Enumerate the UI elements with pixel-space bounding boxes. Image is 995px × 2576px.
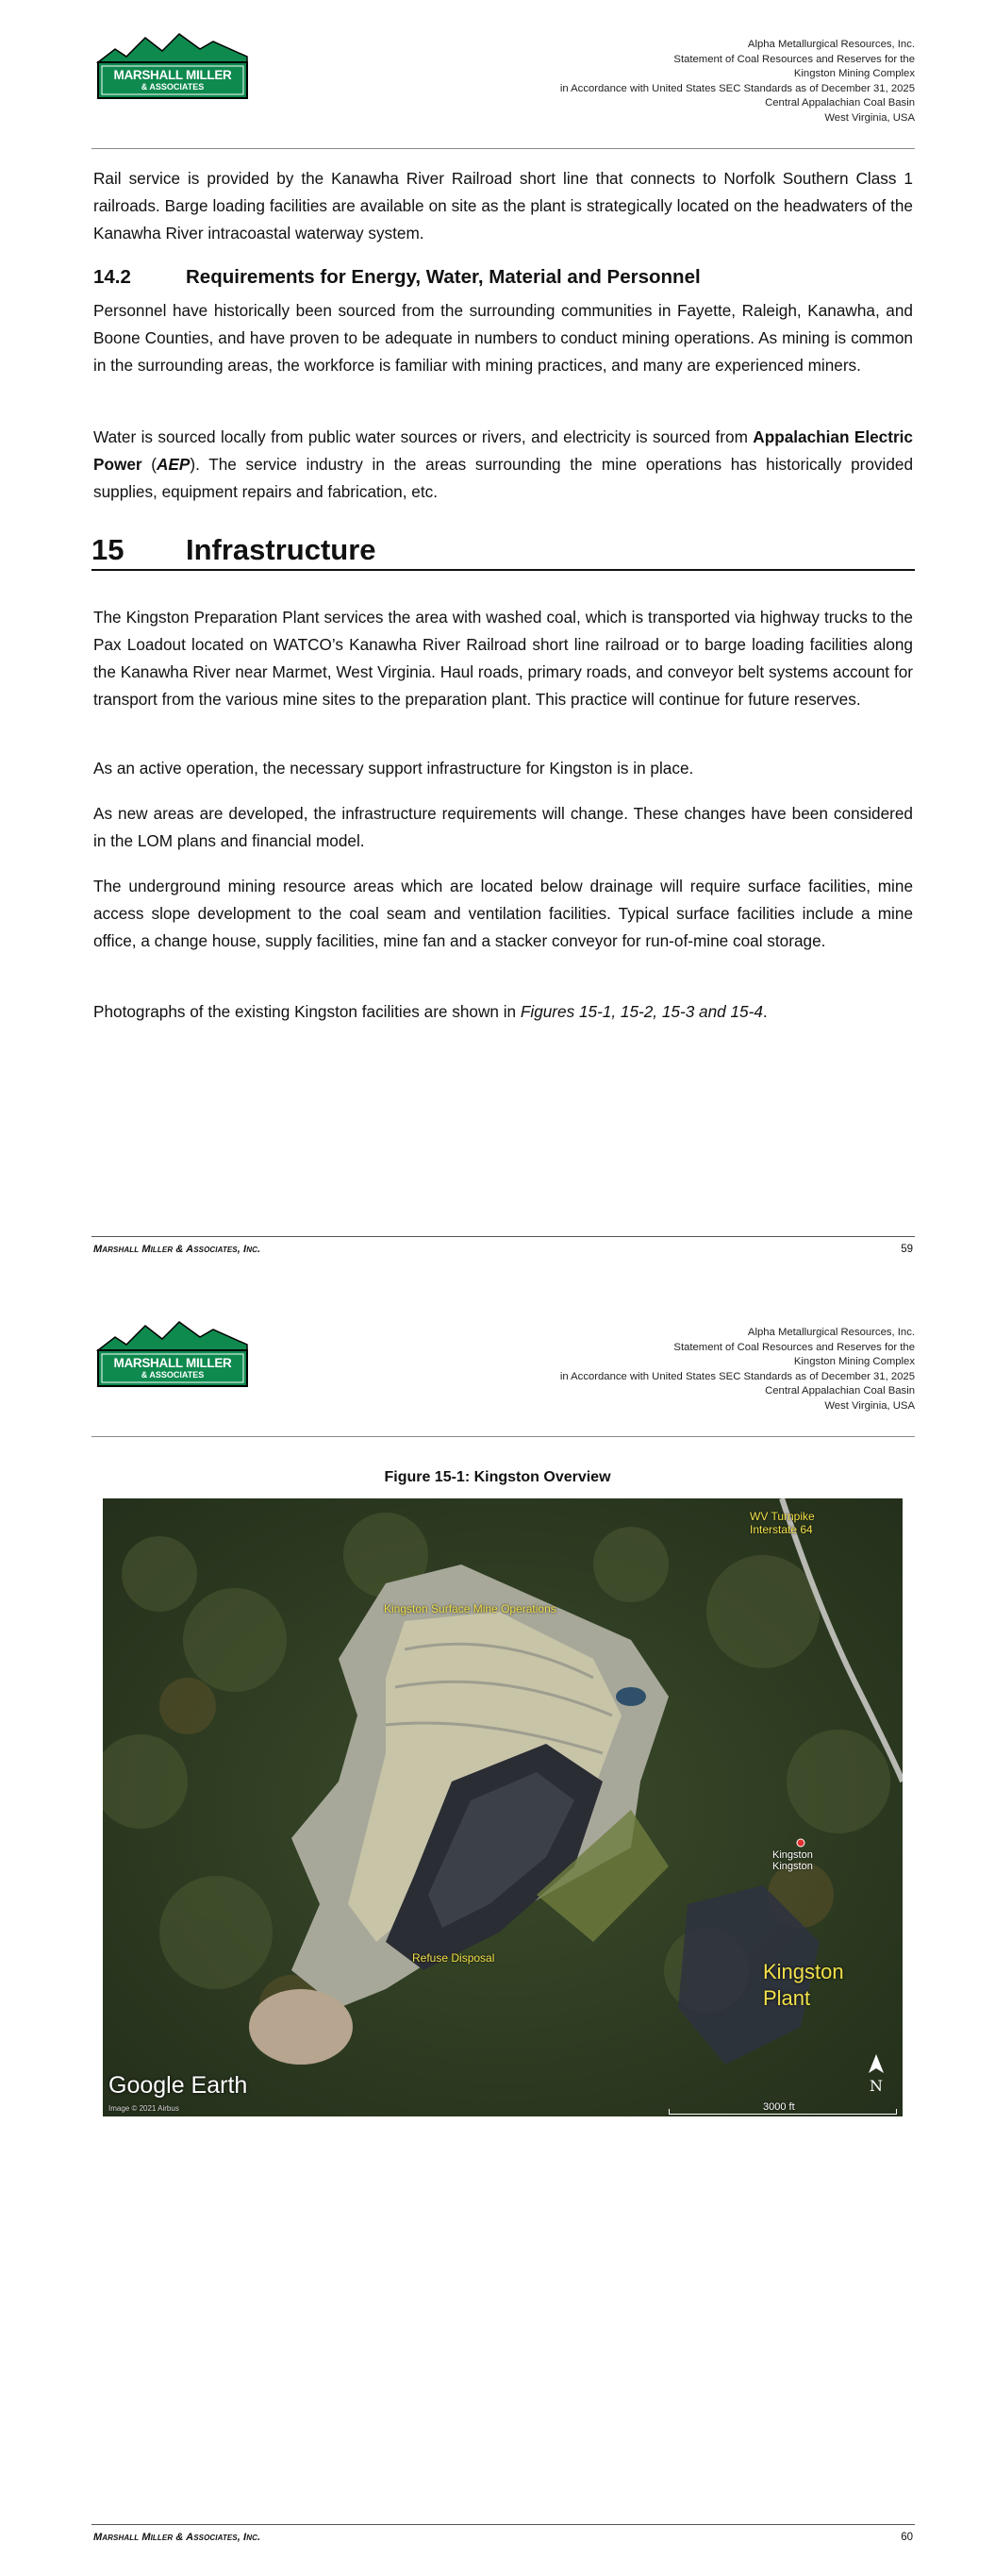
text-run: ( bbox=[141, 455, 158, 474]
water-power-paragraph bbox=[93, 424, 913, 506]
surface-mine-label: Kingston Surface Mine Operations bbox=[384, 1602, 556, 1615]
kingston-plant-label bbox=[763, 1959, 844, 2012]
header-line: Alpha Metallurgical Resources, Inc. bbox=[747, 1327, 915, 1338]
bold-term: Appalachian Electric Power bbox=[93, 427, 913, 474]
header-line: Alpha Metallurgical Resources, Inc. bbox=[747, 39, 915, 50]
logo-text: MARSHALL MILLER bbox=[113, 68, 232, 82]
logo-subtext: & ASSOCIATES bbox=[141, 82, 205, 92]
section-number: 14.2 bbox=[93, 266, 131, 288]
refuse-disposal-label: Refuse Disposal bbox=[412, 1951, 495, 1965]
header-line: Kingston Mining Complex bbox=[793, 1356, 915, 1367]
north-arrow-icon bbox=[867, 2054, 886, 2096]
text-run: ). The service industry in the areas surrounding the mine operations has historically provided supplies, equipment repairs and fabrication, etc. bbox=[93, 455, 914, 501]
label-line: Kingston bbox=[772, 1849, 813, 1861]
label-line: Interstate 64 bbox=[750, 1523, 813, 1536]
bold-italic-term: AEP bbox=[157, 455, 191, 474]
infrastructure-paragraph-1: The Kingston Preparation Plant services the area with washed coal, which is transported via highway trucks to the Pax Loadout located on WATCO’s Kanawha River Railroad short line railroad or to barge loading facilities along the Kanawha River near Marmet, West Virginia. Haul roads, primary roads, and conveyor belt systems account for transport from the various mine sites to the preparation plant. This practice will continue for future reserves. bbox=[93, 608, 913, 709]
header-line: in Accordance with United States SEC Standards as of December 31, 2025 bbox=[559, 82, 915, 94]
section-15-heading bbox=[91, 533, 915, 571]
header-line: Central Appalachian Coal Basin bbox=[765, 97, 915, 109]
header-line: Central Appalachian Coal Basin bbox=[765, 1385, 915, 1397]
label-line: WV Turnpike bbox=[750, 1510, 815, 1523]
company-logo bbox=[96, 28, 249, 100]
infrastructure-paragraph-2: As an active operation, the necessary support infrastructure for Kingston is in place. bbox=[93, 759, 694, 778]
text-run: Photographs of the existing Kingston facilities are shown in bbox=[93, 1002, 521, 1021]
section-title: Requirements for Energy, Water, Material and Personnel bbox=[186, 266, 701, 288]
label-line: Kingston bbox=[763, 1960, 844, 1983]
section-title: Infrastructure bbox=[186, 533, 376, 566]
company-logo bbox=[96, 1316, 249, 1388]
figure-caption: Figure 15-1: Kingston Overview bbox=[384, 1469, 611, 1485]
header-line: Statement of Coal Resources and Reserves for the bbox=[673, 53, 915, 65]
header-divider bbox=[91, 148, 915, 149]
aerial-image-graphic bbox=[103, 1498, 903, 2116]
figures-reference-paragraph bbox=[93, 998, 913, 1026]
header-line: West Virginia, USA bbox=[824, 111, 915, 124]
north-letter: N bbox=[870, 2077, 883, 2095]
infrastructure-paragraph-3: As new areas are developed, the infrastructure requirements will change. These changes have been considered in the LOM plans and financial model. bbox=[93, 804, 913, 850]
figure-reference: Figures 15-1, 15-2, 15-3 and 15-4 bbox=[520, 1002, 763, 1021]
footer-divider bbox=[91, 1236, 915, 1237]
page-number: 59 bbox=[901, 1244, 913, 1255]
page-number: 60 bbox=[901, 2532, 913, 2543]
google-earth-logo: Google Earth bbox=[108, 2072, 248, 2099]
section-number: 15 bbox=[91, 533, 124, 566]
text-run: . bbox=[762, 1002, 768, 1021]
document-header bbox=[560, 1326, 915, 1413]
image-credit: Image © 2021 Airbus bbox=[108, 2104, 179, 2113]
text-run: Water is sourced locally from public water sources or rivers, and electricity is sourced from bbox=[93, 427, 754, 446]
personnel-paragraph: Personnel have historically been sourced from the surrounding communities in Fayette, Raleigh, Kanawha, and Boone Counties, and have proven to be adequate in numbers to conduct mining operations. As mining is common in the surrounding areas, the workforce is familiar with mining practices, and many are experienced miners. bbox=[93, 301, 913, 375]
kingston-pin-label bbox=[772, 1849, 813, 1872]
footer-company: Marshall Miller & Associates, Inc. bbox=[93, 1244, 261, 1255]
logo-text: MARSHALL MILLER bbox=[113, 1356, 232, 1370]
header-line: Kingston Mining Complex bbox=[793, 68, 915, 79]
footer-company: Marshall Miller & Associates, Inc. bbox=[93, 2532, 261, 2543]
label-line: Kingston bbox=[772, 1861, 813, 1872]
page-60 bbox=[0, 1288, 995, 2576]
document-header bbox=[560, 38, 915, 125]
kingston-aerial-photo bbox=[103, 1498, 903, 2116]
label-line: Plant bbox=[763, 1986, 811, 2010]
header-line: in Accordance with United States SEC Standards as of December 31, 2025 bbox=[559, 1370, 915, 1382]
footer-divider bbox=[91, 2524, 915, 2525]
logo-subtext: & ASSOCIATES bbox=[141, 1370, 205, 1380]
header-line: West Virginia, USA bbox=[824, 1399, 915, 1412]
section-14-2-heading bbox=[93, 266, 701, 289]
infrastructure-paragraph-4: The underground mining resource areas which are located below drainage will require surface facilities, mine access slope development to the coal seam and ventilation facilities. Typical surface facilities include a mine office, a change house, supply facilities, mine fan and a stacker conveyor for run-of-mine coal storage. bbox=[93, 877, 913, 950]
header-divider bbox=[91, 1436, 915, 1437]
rail-service-paragraph: Rail service is provided by the Kanawha River Railroad short line that connects to Norfolk Southern Class 1 railroads. Barge loading facilities are available on site as the plant is strategically located on the headwaters of the Kanawha River intracoastal waterway system. bbox=[93, 169, 913, 243]
header-line: Statement of Coal Resources and Reserves for the bbox=[673, 1341, 915, 1353]
turnpike-label bbox=[750, 1510, 815, 1536]
scale-label: 3000 ft bbox=[763, 2101, 795, 2113]
